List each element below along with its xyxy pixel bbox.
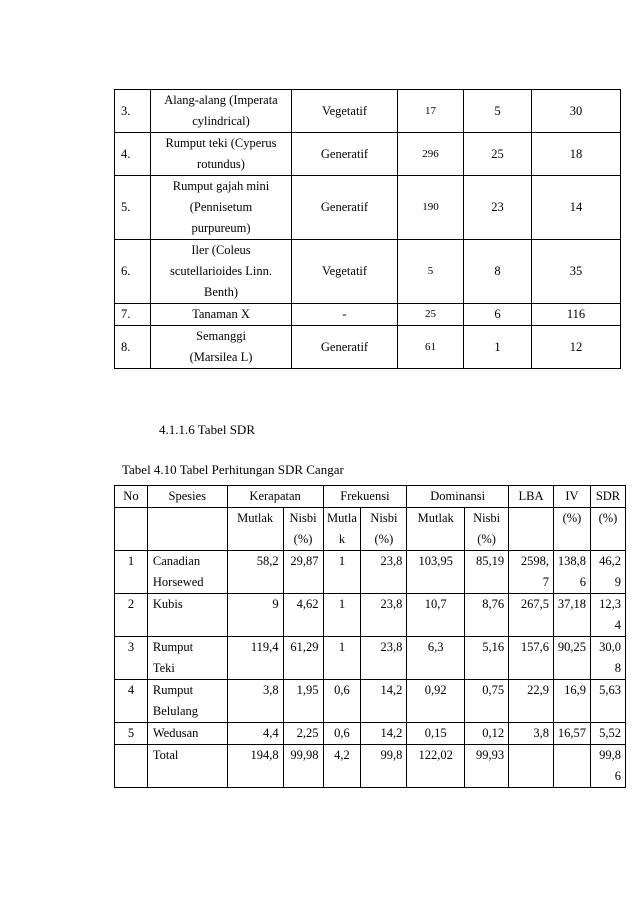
- sdr-value: [590, 723, 625, 745]
- cell-line: 5,52: [599, 726, 621, 740]
- total-sdr: [590, 745, 625, 788]
- value-cell: 17: [398, 90, 464, 133]
- percent-label: (%): [477, 532, 496, 546]
- row-number: 4.: [115, 133, 151, 176]
- value-cell: 8: [464, 240, 532, 304]
- total-dominansi-mutlak: 122,02: [407, 745, 465, 788]
- cell-line: Rumput: [152, 640, 194, 654]
- value-cell: 116: [532, 304, 621, 326]
- vegetation-table-body: [115, 90, 621, 369]
- header-frekuensi-mutlak: [323, 508, 361, 551]
- table-row: [115, 133, 621, 176]
- sdr-row: [115, 680, 626, 723]
- value-cell: 18: [532, 133, 621, 176]
- cell-line: 3,8: [533, 726, 549, 740]
- header-frekuensi: Frekuensi: [323, 486, 407, 508]
- cell-line: Teki: [152, 661, 175, 675]
- sdr-value: [590, 551, 625, 594]
- cell-line: 5,63: [599, 683, 621, 697]
- reproduction-cell: Vegetatif: [292, 90, 398, 133]
- cell-line: 157,6: [520, 640, 549, 654]
- lba-value: [509, 680, 554, 723]
- header-kerapatan-mutlak: Mutlak: [227, 508, 283, 551]
- sdr-spesies: [147, 680, 227, 723]
- cell-line: 90,25: [557, 640, 586, 654]
- cell-line: 6: [579, 575, 586, 589]
- header-iv: IV: [553, 486, 590, 508]
- cell-line: 267,5: [520, 597, 549, 611]
- vegetation-table: [114, 89, 621, 369]
- species-line: purpureum): [191, 221, 251, 235]
- value-cell: 30: [532, 90, 621, 133]
- row-number: 5.: [115, 176, 151, 240]
- sdr-table-header: [115, 486, 626, 551]
- kerapatan-mutlak: 4,4: [227, 723, 283, 745]
- total-label: Total: [147, 745, 227, 788]
- dominansi-mutlak: 0,15: [407, 723, 465, 745]
- cell-line: Kubis: [152, 597, 183, 611]
- total-empty: [115, 745, 148, 788]
- reproduction-cell: Generatif: [292, 176, 398, 240]
- header-sdr-unit: (%): [590, 508, 625, 551]
- cell-line: 46,2: [599, 554, 621, 568]
- sdr-value: [590, 594, 625, 637]
- cell-line: 2598,: [520, 554, 549, 568]
- header-empty: [115, 508, 148, 551]
- reproduction-cell: -: [292, 304, 398, 326]
- dominansi-mutlak: 0,92: [407, 680, 465, 723]
- value-cell: 5: [398, 240, 464, 304]
- kerapatan-mutlak: 9: [227, 594, 283, 637]
- header-no: No: [115, 486, 148, 508]
- cell-line: Horsewed: [152, 575, 204, 589]
- sdr-no: 3: [115, 637, 148, 680]
- cell-line: 6: [614, 769, 621, 783]
- species-cell: [151, 240, 292, 304]
- cell-line: 22,9: [527, 683, 549, 697]
- header-sdr: SDR: [590, 486, 625, 508]
- iv-value: [553, 680, 590, 723]
- total-kerapatan-nisbi: 99,98: [283, 745, 323, 788]
- nisbi-label: Nisbi: [370, 511, 398, 525]
- header-empty: [147, 508, 227, 551]
- sdr-row: [115, 637, 626, 680]
- species-line: (Marsilea L): [189, 350, 253, 364]
- table-row: [115, 90, 621, 133]
- header-frekuensi-nisbi: [361, 508, 407, 551]
- header-lba: LBA: [509, 486, 554, 508]
- value-cell: 35: [532, 240, 621, 304]
- sdr-value: [590, 637, 625, 680]
- frekuensi-mutlak: 1: [323, 637, 361, 680]
- frekuensi-mutlak: 0,6: [323, 680, 361, 723]
- iv-value: [553, 594, 590, 637]
- k-label: k: [338, 532, 346, 546]
- kerapatan-nisbi: 1,95: [283, 680, 323, 723]
- sdr-table-caption: Tabel 4.10 Tabel Perhitungan SDR Cangar: [122, 462, 344, 477]
- value-cell: 296: [398, 133, 464, 176]
- header-dominansi: Dominansi: [407, 486, 509, 508]
- row-number: 8.: [115, 326, 151, 369]
- lba-value: [509, 551, 554, 594]
- kerapatan-nisbi: 2,25: [283, 723, 323, 745]
- sdr-row: [115, 551, 626, 594]
- cell-line: Rumput: [152, 683, 194, 697]
- kerapatan-nisbi: 61,29: [283, 637, 323, 680]
- sdr-row: [115, 594, 626, 637]
- kerapatan-mutlak: 3,8: [227, 680, 283, 723]
- total-dominansi-nisbi: 99,93: [465, 745, 509, 788]
- frekuensi-nisbi: 23,8: [361, 594, 407, 637]
- frekuensi-mutlak: 0,6: [323, 723, 361, 745]
- value-cell: 25: [398, 304, 464, 326]
- sdr-no: 2: [115, 594, 148, 637]
- cell-line: 99,8: [599, 748, 621, 762]
- species-cell: [151, 304, 292, 326]
- dominansi-nisbi: 8,76: [465, 594, 509, 637]
- sdr-no: 4: [115, 680, 148, 723]
- iv-value: [553, 723, 590, 745]
- species-line: Iler (Coleus: [191, 243, 251, 257]
- species-line: Tanaman X: [192, 307, 250, 321]
- total-kerapatan-mutlak: 194,8: [227, 745, 283, 788]
- value-cell: 25: [464, 133, 532, 176]
- cell-line: Belulang: [152, 704, 199, 718]
- value-cell: 12: [532, 326, 621, 369]
- sdr-spesies: [147, 723, 227, 745]
- dominansi-nisbi: 85,19: [465, 551, 509, 594]
- section-heading: 4.1.1.6 Tabel SDR: [159, 422, 255, 437]
- frekuensi-mutlak: 1: [323, 551, 361, 594]
- species-line: Rumput teki (Cyperus: [165, 136, 277, 150]
- frekuensi-nisbi: 14,2: [361, 723, 407, 745]
- kerapatan-nisbi: 29,87: [283, 551, 323, 594]
- sdr-row: [115, 723, 626, 745]
- cell-line: 30,0: [599, 640, 621, 654]
- nisbi-label: Nisbi: [289, 511, 317, 525]
- species-cell: [151, 176, 292, 240]
- frekuensi-nisbi: 14,2: [361, 680, 407, 723]
- value-cell: 14: [532, 176, 621, 240]
- sdr-no: 1: [115, 551, 148, 594]
- frekuensi-nisbi: 23,8: [361, 551, 407, 594]
- lba-value: [509, 637, 554, 680]
- dominansi-mutlak: 6,3: [407, 637, 465, 680]
- cell-line: 7: [542, 575, 549, 589]
- header-dominansi-nisbi: [465, 508, 509, 551]
- species-line: scutellarioides Linn.: [169, 264, 273, 278]
- cell-line: Wedusan: [152, 726, 199, 740]
- table-row: [115, 326, 621, 369]
- sdr-table: [114, 485, 626, 788]
- cell-line: 16,9: [564, 683, 586, 697]
- cell-line: 16,57: [557, 726, 586, 740]
- row-number: 3.: [115, 90, 151, 133]
- value-cell: 6: [464, 304, 532, 326]
- header-dominansi-mutlak: Mutlak: [407, 508, 465, 551]
- row-number: 7.: [115, 304, 151, 326]
- table-row: [115, 304, 621, 326]
- species-line: Semanggi: [196, 329, 246, 343]
- reproduction-cell: Generatif: [292, 326, 398, 369]
- frekuensi-mutlak: 1: [323, 594, 361, 637]
- percent-label: (%): [374, 532, 394, 546]
- row-number: 6.: [115, 240, 151, 304]
- cell-line: 138,8: [557, 554, 586, 568]
- sdr-table-body: [115, 551, 626, 788]
- header-spesies: Spesies: [147, 486, 227, 508]
- lba-value: [509, 723, 554, 745]
- kerapatan-mutlak: 58,2: [227, 551, 283, 594]
- sdr-spesies: [147, 594, 227, 637]
- value-cell: 5: [464, 90, 532, 133]
- sdr-spesies: [147, 637, 227, 680]
- reproduction-cell: Generatif: [292, 133, 398, 176]
- cell-line: 37,18: [557, 597, 586, 611]
- cell-line: 9: [614, 575, 621, 589]
- species-cell: [151, 326, 292, 369]
- total-iv-empty: [553, 745, 590, 788]
- kerapatan-mutlak: 119,4: [227, 637, 283, 680]
- cell-line: Canadian: [152, 554, 201, 568]
- value-cell: 190: [398, 176, 464, 240]
- table-row: [115, 176, 621, 240]
- cell-line: 12,3: [599, 597, 621, 611]
- table-row: [115, 240, 621, 304]
- sdr-no: 5: [115, 723, 148, 745]
- cell-line: 8: [614, 661, 621, 675]
- sdr-total-row: [115, 745, 626, 788]
- species-line: (Pennisetum: [189, 200, 253, 214]
- species-line: rotundus): [197, 157, 245, 171]
- species-line: Alang-alang (Imperata: [164, 93, 278, 107]
- species-cell: [151, 133, 292, 176]
- header-kerapatan: Kerapatan: [227, 486, 323, 508]
- header-iv-unit: (%): [553, 508, 590, 551]
- species-line: Rumput gajah mini: [172, 179, 270, 193]
- reproduction-cell: Vegetatif: [292, 240, 398, 304]
- iv-value: [553, 637, 590, 680]
- nisbi-label: Nisbi: [473, 511, 501, 525]
- dominansi-nisbi: 0,12: [465, 723, 509, 745]
- value-cell: 1: [464, 326, 532, 369]
- species-line: cylindrical): [192, 114, 250, 128]
- iv-value: [553, 551, 590, 594]
- dominansi-nisbi: 5,16: [465, 637, 509, 680]
- value-cell: 61: [398, 326, 464, 369]
- header-empty: [509, 508, 554, 551]
- mutla-label: Mutla: [327, 511, 357, 525]
- percent-label: (%): [293, 532, 313, 546]
- frekuensi-nisbi: 23,8: [361, 637, 407, 680]
- lba-value: [509, 594, 554, 637]
- dominansi-nisbi: 0,75: [465, 680, 509, 723]
- header-kerapatan-nisbi: [283, 508, 323, 551]
- total-lba-empty: [509, 745, 554, 788]
- total-frekuensi-nisbi: 99,8: [361, 745, 407, 788]
- sdr-spesies: [147, 551, 227, 594]
- total-frekuensi-mutlak: 4,2: [323, 745, 361, 788]
- value-cell: 23: [464, 176, 532, 240]
- species-line: Benth): [203, 285, 239, 299]
- cell-line: 4: [614, 618, 621, 632]
- dominansi-mutlak: 103,95: [407, 551, 465, 594]
- sdr-value: [590, 680, 625, 723]
- species-cell: [151, 90, 292, 133]
- kerapatan-nisbi: 4,62: [283, 594, 323, 637]
- dominansi-mutlak: 10,7: [407, 594, 465, 637]
